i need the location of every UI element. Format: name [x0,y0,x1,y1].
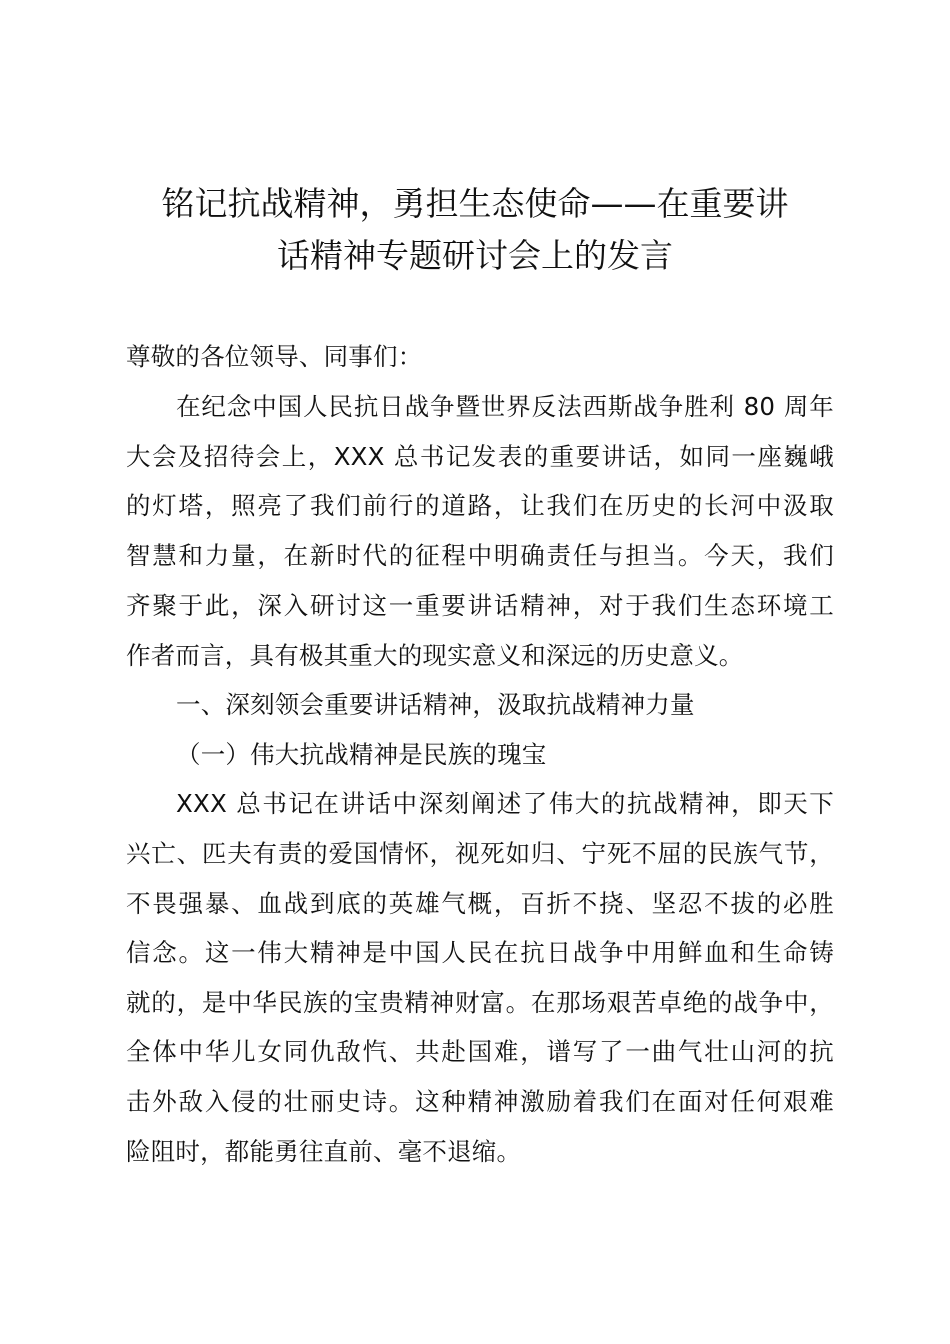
body-paragraph-line: 全体中华儿女同仇敌忾、共赴国难，谱写了一曲气壮山河的抗 [126,1037,834,1066]
subsection-heading: （一）伟大抗战精神是民族的瑰宝 [176,740,547,769]
section-heading: 一、深刻领会重要讲话精神，汲取抗战精神力量 [176,690,695,719]
body-paragraph-line: 击外敌入侵的壮丽史诗。这种精神激励着我们在面对任何艰难 [126,1087,834,1116]
intro-paragraph-line: 大会及招待会上，XXX 总书记发表的重要讲话，如同一座巍峨 [126,442,834,471]
intro-paragraph-line: 的灯塔，照亮了我们前行的道路，让我们在历史的长河中汲取 [126,491,834,520]
body-paragraph-line: 兴亡、匹夫有责的爱国情怀，视死如归、宁死不屈的民族气节， [126,839,834,868]
intro-paragraph-line: 智慧和力量，在新时代的征程中明确责任与担当。今天，我们 [126,541,834,570]
intro-paragraph-line: 齐聚于此，深入研讨这一重要讲话精神，对于我们生态环境工 [126,591,834,620]
body-paragraph-line: 就的，是中华民族的宝贵精神财富。在那场艰苦卓绝的战争中， [126,988,834,1017]
body-paragraph-line: 不畏强暴、血战到底的英雄气概，百折不挠、坚忍不拔的必胜 [126,889,834,918]
document-title-line-2: 话精神专题研讨会上的发言 [277,236,673,275]
body-paragraph-line: 险阻时，都能勇往直前、毫不退缩。 [126,1137,522,1166]
body-paragraph-line: XXX 总书记在讲话中深刻阐述了伟大的抗战精神，即天下 [176,789,834,818]
salutation: 尊敬的各位领导、同事们： [126,342,423,371]
document-title-line-1: 铭记抗战精神，勇担生态使命——在重要讲 [161,184,789,223]
intro-paragraph-line: 作者而言，具有极其重大的现实意义和深远的历史意义。 [126,641,744,670]
intro-paragraph-line: 在纪念中国人民抗日战争暨世界反法西斯战争胜利 80 周年 [176,392,834,421]
body-paragraph-line: 信念。这一伟大精神是中国人民在抗日战争中用鲜血和生命铸 [126,938,834,967]
